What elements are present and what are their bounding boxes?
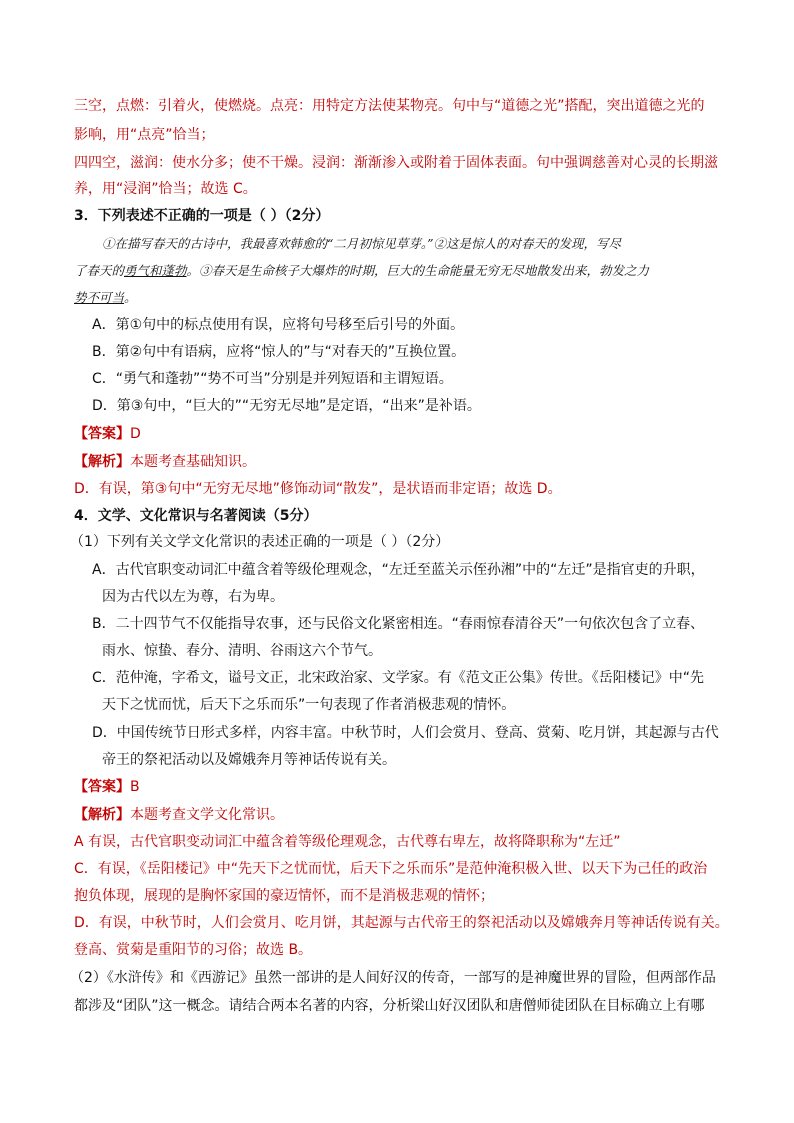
answer-line: [74, 424, 141, 444]
explanation-line-1: 三空，点燃：引着火，使燃烧。点亮：用特定方法使某物亮。句中与“道德之光”搭配，突出道德之光的: [74, 98, 705, 114]
passage-line-1: [102, 234, 621, 254]
analysis-value: 本题考查基础知识。: [130, 454, 256, 470]
analysis-label: 【解析】: [74, 807, 130, 823]
explanation-c-line-2: 抱负体现，展现的是胸怀家国的豪迈情怀，而不是消极悲观的情怀；: [74, 888, 494, 904]
question-4-title: 4．文学、文化常识与名著阅读（5分）: [74, 508, 318, 524]
option-c: C．“勇气和蓬勃”“势不可当”分别是并列短语和主谓短语。: [92, 371, 453, 387]
underlined-phrase-1: 勇气和蓬勃: [124, 263, 187, 278]
option-b: B．第②句中有语病，应将“惊人的”与“对春天的”互换位置。: [92, 344, 466, 360]
option-b-line-1: B．二十四节气不仅能指导农事，还与民俗文化紧密相连。“春雨惊春清谷天”一句依次包含了立春、: [92, 616, 705, 632]
passage-text: 。: [124, 290, 137, 305]
explanation-line-4: 养，用“浸润”恰当；故选 C。: [74, 181, 257, 197]
explanation-a: A 有误，古代官职变动词汇中蕴含着等级伦理观念，古代尊右卑左，故将降职称为“左迁”: [74, 834, 621, 850]
question-4-sub-1: （1）下列有关文学文化常识的表述正确的一项是（ ）（2分）: [70, 534, 450, 550]
answer-label: 【答案】: [74, 779, 130, 795]
answer-label: 【答案】: [74, 426, 130, 442]
answer-line-4: [74, 777, 140, 797]
option-c-line-2: 天下之忧而忧，后天下之乐而乐”一句表现了作者消极悲观的情怀。: [102, 697, 516, 713]
passage-sentence-2: ②这是惊人的对春天的发现，写尽: [433, 236, 622, 251]
explanation-text: C．有误，《岳阳楼记》中“: [74, 861, 239, 877]
explanation-line-3: 四四空，滋润：使水分多；使不干燥。浸润：渐渐渗入或附着于固体表面。句中强调慈善对心灵的长期滋: [74, 155, 718, 171]
option-c-line-1: C．范仲淹，字希文，谥号文正，北宋政治家、文学家。有《范文正公集》传世。《岳阳楼记》中“先: [92, 670, 705, 686]
explanation-c-line-1: [74, 859, 707, 879]
option-a-line-2: 因为古代以左为尊，右为卑。: [102, 589, 284, 605]
analysis-value: 本题考查文学文化常识。: [130, 807, 284, 823]
option-d-line-1: D．中国传统节日形式多样，内容丰富。中秋节时，人们会赏月、登高、赏菊、吃月饼，其起源与古代: [92, 725, 719, 741]
question-3-title: 3．下列表述不正确的一项是（ ）（2分）: [74, 208, 330, 224]
option-a: A．第①句中的标点使用有误，应将句号移至后引号的外面。: [92, 317, 465, 333]
option-d: D．第③句中，“巨大的”“无穷无尽地”是定语，“出来”是补语。: [92, 398, 481, 414]
underlined-phrase-2: 势不可当: [74, 290, 125, 305]
explanation-d-line-2: 登高、赏菊是重阳节的习俗；故选 B。: [74, 942, 313, 958]
analysis-label: 【解析】: [74, 454, 130, 470]
explanation-d-line-1: D．有误，中秋节时，人们会赏月、吃月饼，其起源与古代帝王的祭祀活动以及嫦娥奔月等神话传说有关。: [74, 915, 729, 931]
explanation-text: ”是范仲淹积极入世、以天下为己任的政治: [448, 861, 708, 877]
passage-line-3: [74, 288, 137, 308]
analysis-line-4: [74, 805, 284, 825]
answer-value: D: [130, 426, 141, 442]
quoted-phrase: 先天下之忧而忧，后天下之乐而乐: [238, 861, 449, 877]
explanation-line-2: 影响，用“点亮”恰当；: [74, 127, 215, 143]
question-4-sub-2-line-2: 都涉及“团队”这一概念。请结合两本名著的内容，分析梁山好汉团队和唐僧师徒团队在目标确立上有哪: [74, 998, 705, 1014]
passage-text: 了春天的: [74, 263, 125, 278]
option-a-line-1: A．古代官职变动词汇中蕴含着等级伦理观念，“左迁至蓝关示侄孙湘”中的“左迁”是指官吏的升职，: [92, 562, 705, 578]
answer-value: B: [130, 779, 140, 795]
option-b-line-2: 雨水、惊蛰、春分、清明、谷雨这六个节气。: [102, 643, 382, 659]
passage-text: 。③春天是生命核子大爆炸的时期，巨大的生命能量无穷无尽地散发出来，勃发之力: [186, 263, 650, 278]
passage-sentence-1: ①在描写春天的古诗中，我最喜欢韩愈的“二月初惊见草芽。”: [102, 236, 434, 251]
analysis-line: [74, 452, 256, 472]
passage-line-2: [74, 261, 649, 281]
question-4-sub-2-line-1: （2）《水浒传》和《西游记》虽然一部讲的是人间好汉的传奇，一部写的是神魔世界的冒险，但两部作品: [70, 970, 716, 986]
option-d-line-2: 帝王的祭祀活动以及嫦娥奔月等神话传说有关。: [102, 752, 396, 768]
explanation-d: D．有误，第③句中“无穷无尽地”修饰动词“散发”，是状语而非定语；故选 D。: [74, 481, 562, 497]
